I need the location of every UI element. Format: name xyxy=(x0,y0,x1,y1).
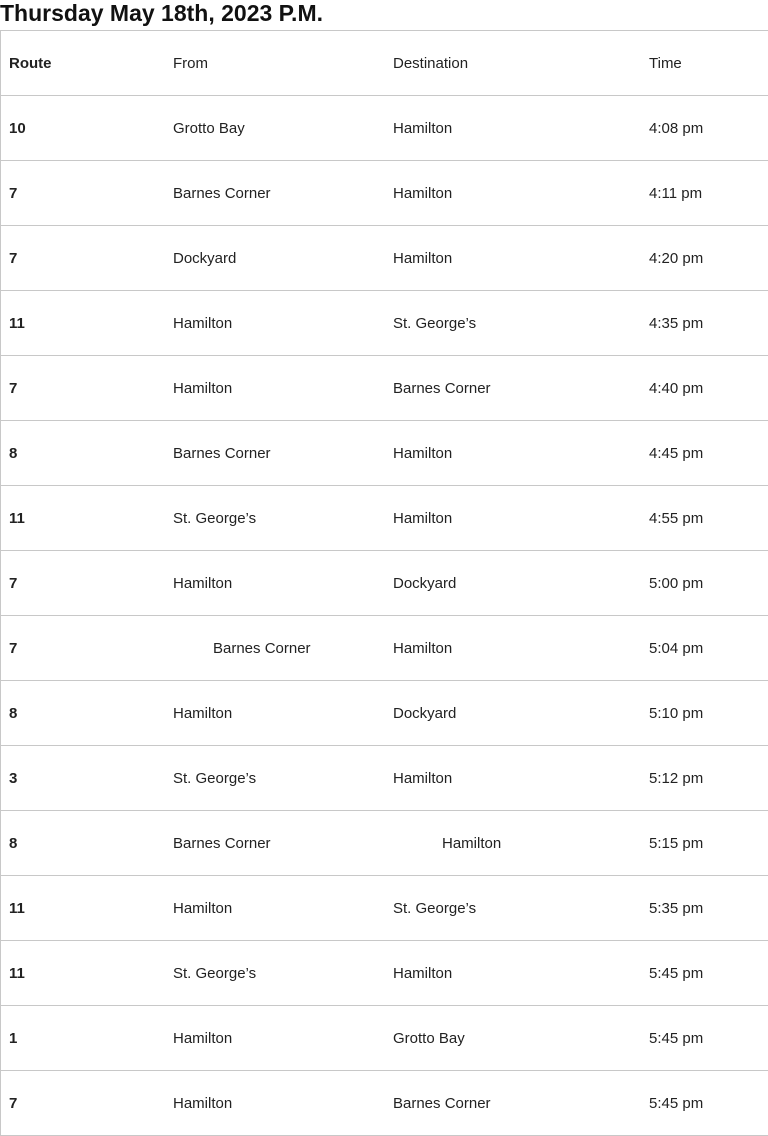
cell-route: 7 xyxy=(1,616,166,681)
cell-destination: Hamilton xyxy=(385,486,641,551)
cell-route: 7 xyxy=(1,356,166,421)
cell-from: Hamilton xyxy=(165,1071,385,1136)
cell-time: 5:45 pm xyxy=(641,1006,768,1071)
table-row xyxy=(1,96,768,161)
cell-time: 4:35 pm xyxy=(641,291,768,356)
table-row xyxy=(1,1071,768,1136)
cell-destination: Dockyard xyxy=(385,551,641,616)
cell-route: 1 xyxy=(1,1006,166,1071)
table-row xyxy=(1,226,768,291)
cell-from: Hamilton xyxy=(165,876,385,941)
cell-from: Barnes Corner xyxy=(165,161,385,226)
cell-destination: Hamilton xyxy=(385,161,641,226)
cell-route: 7 xyxy=(1,551,166,616)
cell-time: 4:45 pm xyxy=(641,421,768,486)
header-row xyxy=(1,31,768,96)
cell-destination: St. George’s xyxy=(385,876,641,941)
cell-route: 11 xyxy=(1,941,166,1006)
cell-time: 5:45 pm xyxy=(641,941,768,1006)
cell-time: 4:40 pm xyxy=(641,356,768,421)
cell-destination: Hamilton xyxy=(385,421,641,486)
cell-from: Barnes Corner xyxy=(165,616,385,681)
header-destination: Destination xyxy=(385,31,641,96)
cell-from: Barnes Corner xyxy=(165,811,385,876)
cell-from: Hamilton xyxy=(165,551,385,616)
cell-time: 5:10 pm xyxy=(641,681,768,746)
cell-route: 8 xyxy=(1,811,166,876)
cell-time: 5:12 pm xyxy=(641,746,768,811)
page-title: Thursday May 18th, 2023 P.M. xyxy=(0,0,323,26)
cell-time: 4:55 pm xyxy=(641,486,768,551)
cell-route: 8 xyxy=(1,421,166,486)
table-row xyxy=(1,291,768,356)
cell-from: Grotto Bay xyxy=(165,96,385,161)
table-row xyxy=(1,681,768,746)
cell-destination: Hamilton xyxy=(385,811,641,876)
cell-destination: Hamilton xyxy=(385,746,641,811)
cell-route: 7 xyxy=(1,1071,166,1136)
cell-destination: Barnes Corner xyxy=(385,356,641,421)
cell-destination: Hamilton xyxy=(385,616,641,681)
cell-time: 5:00 pm xyxy=(641,551,768,616)
table-row xyxy=(1,486,768,551)
header-route: Route xyxy=(1,31,166,96)
cell-time: 4:11 pm xyxy=(641,161,768,226)
cell-route: 10 xyxy=(1,96,166,161)
cell-time: 5:45 pm xyxy=(641,1071,768,1136)
cell-route: 11 xyxy=(1,291,166,356)
header-time: Time xyxy=(641,31,768,96)
cell-time: 5:04 pm xyxy=(641,616,768,681)
cell-time: 4:08 pm xyxy=(641,96,768,161)
cell-from: Hamilton xyxy=(165,356,385,421)
table-body xyxy=(1,96,768,1136)
cell-route: 7 xyxy=(1,226,166,291)
cell-destination: Grotto Bay xyxy=(385,1006,641,1071)
table-row xyxy=(1,356,768,421)
cell-destination: Hamilton xyxy=(385,96,641,161)
table-row xyxy=(1,746,768,811)
cell-from: Hamilton xyxy=(165,1006,385,1071)
table-row xyxy=(1,1006,768,1071)
table-row xyxy=(1,941,768,1006)
cell-time: 5:35 pm xyxy=(641,876,768,941)
cell-destination: Dockyard xyxy=(385,681,641,746)
cell-time: 4:20 pm xyxy=(641,226,768,291)
cell-destination: Barnes Corner xyxy=(385,1071,641,1136)
cell-from: Barnes Corner xyxy=(165,421,385,486)
table-row xyxy=(1,876,768,941)
cell-from: Hamilton xyxy=(165,291,385,356)
cell-route: 7 xyxy=(1,161,166,226)
cell-route: 3 xyxy=(1,746,166,811)
cell-destination: St. George’s xyxy=(385,291,641,356)
cell-route: 11 xyxy=(1,876,166,941)
table-row xyxy=(1,616,768,681)
cell-from: Hamilton xyxy=(165,681,385,746)
table-row xyxy=(1,811,768,876)
header-from: From xyxy=(165,31,385,96)
cell-from: St. George’s xyxy=(165,941,385,1006)
cell-from: St. George’s xyxy=(165,746,385,811)
cell-from: St. George’s xyxy=(165,486,385,551)
cell-destination: Hamilton xyxy=(385,941,641,1006)
bus-schedule-table xyxy=(0,30,768,1136)
cell-time: 5:15 pm xyxy=(641,811,768,876)
table-row xyxy=(1,161,768,226)
cell-destination: Hamilton xyxy=(385,226,641,291)
table-row xyxy=(1,421,768,486)
cell-from: Dockyard xyxy=(165,226,385,291)
table-header xyxy=(1,31,768,96)
table-row xyxy=(1,551,768,616)
cell-route: 11 xyxy=(1,486,166,551)
cell-route: 8 xyxy=(1,681,166,746)
